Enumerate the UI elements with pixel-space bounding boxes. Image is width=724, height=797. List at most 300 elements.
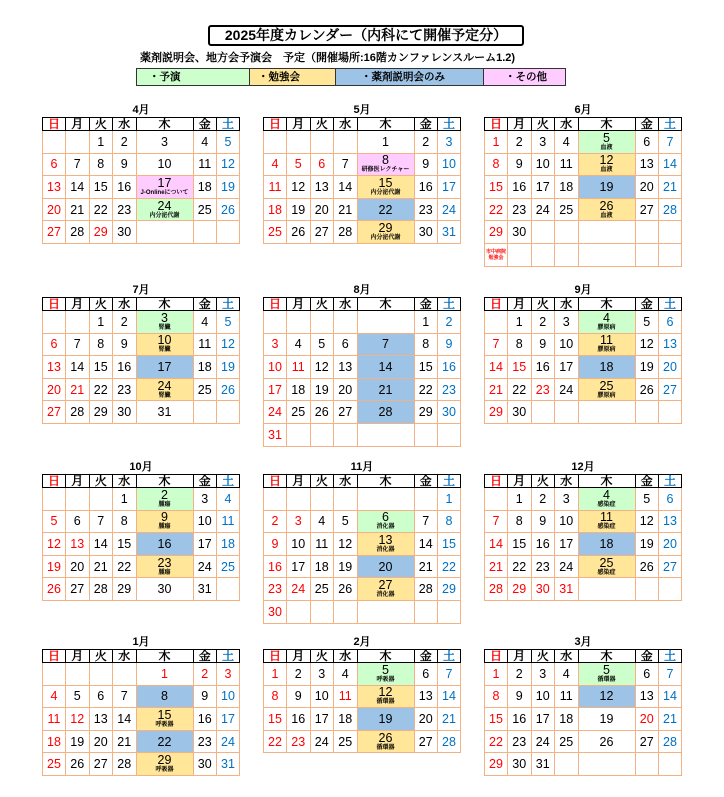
day-cell [42,708,66,731]
empty-cell [636,753,660,776]
event-day-cell [579,556,636,579]
day-cell [113,401,137,424]
day-cell [555,311,579,334]
day-cell [113,533,137,556]
day-cell [90,511,114,534]
day-number: 5 [73,689,81,704]
empty-cell [311,601,335,624]
event-label: 血液 [600,167,613,174]
day-cell [90,221,114,244]
empty-cell [579,244,636,267]
day-number: 5 [382,663,389,677]
month-title: 8月 [353,284,371,296]
day-cell [358,131,415,154]
day-cell [113,578,137,601]
day-number: 22 [489,202,503,217]
day-number: 3 [224,666,232,681]
event-day-cell [137,753,194,776]
day-cell [287,334,311,357]
day-cell [287,356,311,379]
event-label: 膠原病 [597,392,616,399]
day-number: 8 [422,337,430,352]
day-number: 8 [120,514,128,529]
day-cell [659,199,682,222]
day-cell [555,556,579,579]
month-grid [42,117,240,244]
weekday-header: 日 [42,297,66,311]
day-number: 16 [442,359,456,374]
weekday-header: 木 [358,474,415,488]
day-cell [66,334,90,357]
day-number: 17 [535,179,550,194]
day-cell [287,731,311,754]
day-number: 2 [539,314,547,329]
day-number: 26 [599,734,614,749]
month-grid [263,297,461,447]
day-number: 27 [338,405,353,420]
empty-cell [555,401,579,424]
day-number: 27 [663,559,677,574]
day-number: 9 [161,510,168,525]
day-number: 7 [73,337,81,352]
day-number: 12 [378,685,393,700]
day-number: 23 [535,559,550,574]
day-number: 14 [663,157,677,172]
day-cell [508,731,532,754]
day-number: 10 [268,359,282,374]
day-number: 4 [271,157,279,172]
day-number: 22 [512,382,527,397]
day-number: 2 [515,134,523,149]
day-cell [263,424,287,447]
day-cell [334,154,358,177]
day-number: 17 [535,711,550,726]
day-cell [555,663,579,686]
day-number: 21 [338,202,353,217]
empty-cell [484,311,508,334]
day-cell [334,401,358,424]
day-number: 17 [559,536,574,551]
day-cell [334,379,358,402]
day-cell [415,311,439,334]
weekday-header: 火 [532,117,556,131]
day-number: 1 [515,314,523,329]
day-cell [113,221,137,244]
day-cell [636,334,660,357]
day-number: 31 [535,757,550,772]
day-number: 1 [445,491,453,506]
day-number: 13 [639,157,654,172]
day-number: 18 [599,359,614,374]
event-label: 膠原病 [597,324,616,331]
day-cell [484,244,508,267]
day-cell [42,753,66,776]
event-label: 感染症 [597,569,616,576]
day-number: 23 [512,202,527,217]
day-number: 9 [515,689,523,704]
weekday-header: 日 [484,297,508,311]
month-title: 10月 [129,461,153,473]
empty-cell [358,601,415,624]
weekday-header: 木 [137,297,194,311]
month-calendar [263,103,461,244]
day-number: 8 [515,514,523,529]
day-cell [484,731,508,754]
weekday-header: 水 [555,474,579,488]
day-number: 2 [294,666,302,681]
day-cell [415,199,439,222]
day-cell [194,663,218,686]
day-cell [508,488,532,511]
event-day-cell [137,334,194,357]
day-cell [659,556,682,579]
weekday-header: 土 [659,649,682,663]
weekday-header: 土 [438,474,461,488]
day-number: 7 [120,689,128,704]
empty-cell [636,401,660,424]
day-cell [532,199,556,222]
day-cell [508,578,532,601]
weekday-header: 木 [358,117,415,131]
day-cell [194,753,218,776]
weekday-header: 土 [217,474,240,488]
day-cell [334,511,358,534]
day-cell [555,578,579,601]
day-number: 2 [422,134,430,149]
day-cell [579,686,636,709]
day-number: 4 [201,134,209,149]
day-number: 20 [47,382,61,397]
day-cell [484,533,508,556]
day-number: 11 [559,157,573,172]
day-number: 18 [268,202,282,217]
day-number: 11 [221,514,235,529]
day-number: 15 [512,536,527,551]
day-number: 15 [418,359,433,374]
day-cell [508,334,532,357]
empty-cell [579,753,636,776]
weekday-header: 金 [194,117,218,131]
weekday-header: 日 [484,117,508,131]
day-number: 31 [559,582,574,597]
day-number: 27 [70,582,85,597]
day-number: 28 [117,757,132,772]
weekday-header: 日 [263,649,287,663]
day-number: 10 [291,536,306,551]
day-number: 31 [221,757,235,772]
empty-cell [311,131,335,154]
day-number: 9 [539,514,547,529]
day-number: 2 [445,314,453,329]
day-cell [415,663,439,686]
day-cell [311,199,335,222]
day-cell [90,708,114,731]
day-cell [438,311,461,334]
weekday-header: 土 [438,297,461,311]
day-number: 27 [314,225,329,240]
weekday-header: 水 [334,117,358,131]
day-cell [66,578,90,601]
day-cell [358,401,415,424]
weekday-header: 日 [42,117,66,131]
day-number: 17 [197,536,212,551]
day-cell [113,199,137,222]
day-cell [287,176,311,199]
day-cell [508,154,532,177]
event-day-cell [358,578,415,601]
day-number: 13 [70,536,85,551]
day-number: 12 [221,157,235,172]
weekday-header: 水 [113,649,137,663]
day-cell [532,686,556,709]
day-cell [311,401,335,424]
day-cell [113,154,137,177]
day-number: 25 [599,378,614,393]
day-cell [659,379,682,402]
day-cell [508,401,532,424]
day-cell [263,334,287,357]
day-cell [263,176,287,199]
day-number: 19 [70,734,85,749]
day-number: 12 [599,689,614,704]
day-number: 7 [666,134,674,149]
empty-cell [42,131,66,154]
day-number: 14 [338,179,353,194]
day-number: 27 [93,757,108,772]
month-title: 5月 [353,104,371,116]
day-cell [438,176,461,199]
day-number: 14 [70,359,85,374]
month-grid [484,297,682,424]
event-label: 血液 [600,212,613,219]
note-text: 市中病院勉強会 [485,248,506,261]
day-cell [217,379,240,402]
day-cell [217,488,240,511]
day-cell [113,356,137,379]
day-number: 24 [197,559,212,574]
day-number: 16 [157,536,172,551]
day-number: 1 [97,314,105,329]
day-number: 29 [418,405,433,420]
day-cell [555,176,579,199]
day-cell [532,334,556,357]
weekday-header: 金 [636,649,660,663]
day-cell [194,176,218,199]
empty-cell [66,311,90,334]
day-cell [555,154,579,177]
day-number: 4 [294,337,302,352]
empty-cell [263,131,287,154]
day-cell [579,176,636,199]
day-cell [90,533,114,556]
day-number: 25 [291,405,306,420]
empty-cell [90,488,114,511]
weekday-header: 金 [194,649,218,663]
day-number: 23 [512,734,527,749]
day-number: 7 [341,157,349,172]
day-cell [90,356,114,379]
day-number: 25 [314,582,329,597]
day-number: 16 [418,179,433,194]
day-number: 22 [442,559,456,574]
day-number: 10 [314,689,329,704]
day-number: 9 [294,689,302,704]
day-cell [263,731,287,754]
day-number: 9 [539,337,547,352]
day-number: 26 [221,202,235,217]
weekday-header: 木 [579,117,636,131]
day-number: 28 [338,225,353,240]
day-number: 15 [93,179,108,194]
day-cell [263,401,287,424]
day-number: 15 [512,359,527,374]
day-number: 24 [157,378,172,393]
weekday-header: 水 [555,117,579,131]
day-cell [508,131,532,154]
empty-cell [217,578,240,601]
day-cell [636,511,660,534]
day-number: 16 [291,711,306,726]
weekday-header: 木 [137,649,194,663]
day-cell [137,533,194,556]
day-cell [484,511,508,534]
day-cell [555,686,579,709]
day-cell [508,663,532,686]
legend-item: ・薬剤説明会のみ [336,69,484,85]
event-label: J-Onlineについて [140,189,189,196]
day-cell [194,199,218,222]
day-cell [217,356,240,379]
day-cell [415,533,439,556]
day-number: 3 [294,514,302,529]
event-day-cell [358,511,415,534]
day-cell [42,154,66,177]
day-number: 2 [161,488,168,502]
day-cell [659,488,682,511]
day-number: 26 [639,559,654,574]
day-number: 14 [663,689,677,704]
weekday-header: 月 [508,117,532,131]
month-title: 3月 [574,636,592,648]
day-cell [311,578,335,601]
weekday-header: 金 [415,474,439,488]
event-day-cell [579,663,636,686]
weekday-header: 水 [555,649,579,663]
day-cell [311,533,335,556]
day-cell [579,356,636,379]
month-title: 1月 [132,636,150,648]
day-number: 13 [378,533,393,547]
day-cell [90,334,114,357]
day-number: 4 [562,134,570,149]
day-cell [113,753,137,776]
event-day-cell [358,533,415,556]
day-number: 4 [50,689,58,704]
day-cell [484,686,508,709]
day-cell [217,753,240,776]
weekday-header: 月 [66,117,90,131]
day-number: 14 [70,179,85,194]
day-number: 18 [314,559,329,574]
month-title: 2月 [353,636,371,648]
day-number: 22 [117,559,132,574]
day-number: 30 [512,405,527,420]
day-cell [555,379,579,402]
day-cell [438,488,461,511]
event-label: 呼吸器 [155,721,174,728]
day-cell [90,154,114,177]
empty-cell [555,753,579,776]
day-number: 8 [445,514,453,529]
empty-cell [287,424,311,447]
day-number: 8 [97,337,105,352]
empty-cell [137,221,194,244]
day-number: 7 [666,666,674,681]
day-number: 24 [559,382,574,397]
empty-cell [659,578,682,601]
day-number: 5 [603,131,610,145]
empty-cell [659,753,682,776]
day-cell [636,708,660,731]
day-number: 6 [73,514,81,529]
day-cell [484,401,508,424]
day-number: 7 [492,514,500,529]
day-cell [66,708,90,731]
event-label: 研修医レクチャー [361,167,410,174]
day-cell [334,731,358,754]
day-number: 27 [639,734,654,749]
day-number: 21 [70,382,85,397]
day-number: 19 [47,559,61,574]
day-cell [137,154,194,177]
day-cell [42,176,66,199]
day-cell [484,199,508,222]
day-cell [194,311,218,334]
day-number: 24 [535,734,550,749]
weekday-header: 水 [334,297,358,311]
event-label: 腫瘍 [158,569,171,576]
day-cell [194,533,218,556]
month-title: 12月 [571,461,595,473]
day-number: 4 [603,311,610,325]
day-cell [358,379,415,402]
day-cell [263,708,287,731]
day-cell [311,708,335,731]
day-cell [532,154,556,177]
day-cell [484,154,508,177]
empty-cell [579,401,636,424]
day-cell [194,131,218,154]
day-number: 23 [117,382,132,397]
day-cell [217,311,240,334]
weekday-header: 木 [358,297,415,311]
empty-cell [194,221,218,244]
day-number: 19 [221,359,235,374]
day-cell [66,511,90,534]
day-cell [90,578,114,601]
day-number: 20 [639,179,654,194]
day-number: 22 [418,382,433,397]
day-number: 28 [70,225,85,240]
day-number: 3 [271,337,279,352]
day-cell [532,176,556,199]
day-cell [555,488,579,511]
empty-cell [532,221,556,244]
day-number: 24 [314,734,329,749]
day-cell [194,708,218,731]
day-number: 11 [559,689,573,704]
day-number: 3 [318,666,326,681]
